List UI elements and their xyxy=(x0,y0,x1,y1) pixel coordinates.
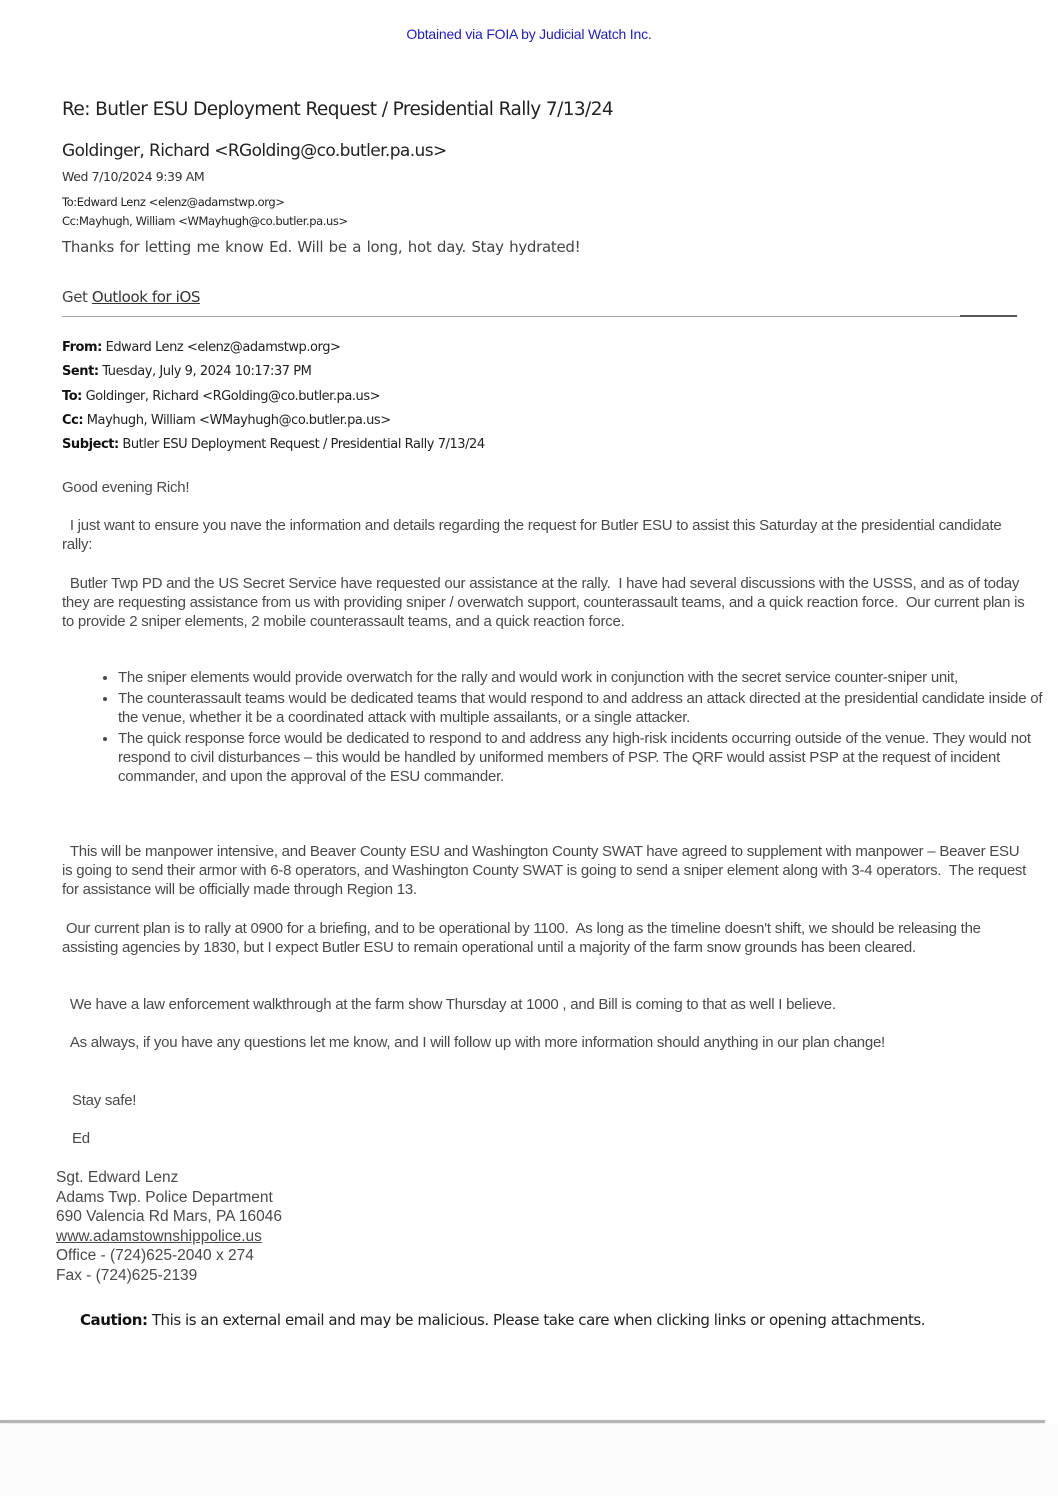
bullet-item-sniper: • The sniper elements would provide overwatch for the rally and would work in conjunction with the secret service counter-sniper unit, xyxy=(118,668,1048,687)
reply-body: Thanks for letting me know Ed. Will be a long, hot day. Stay hydrated! xyxy=(62,238,581,256)
header-to-value: Goldinger, Richard <RGolding@co.butler.pa.us> xyxy=(81,389,381,404)
header-from xyxy=(62,340,340,355)
reply-sender: Goldinger, Richard <RGolding@co.butler.pa.us> xyxy=(62,141,447,161)
signature-fax: Fax - (724)625-2139 xyxy=(56,1266,198,1284)
get-outlook-prefix: Get xyxy=(62,288,92,306)
signature-website-link[interactable]: www.adamstownshippolice.us xyxy=(56,1227,262,1245)
signature-block xyxy=(56,1168,282,1285)
bullet-list xyxy=(100,668,1048,788)
header-cc-label: Cc: xyxy=(62,413,84,428)
signature-department: Adams Twp. Police Department xyxy=(56,1188,273,1206)
header-subject-label: Subject: xyxy=(62,437,119,452)
signature-address: 690 Valencia Rd Mars, PA 16046 xyxy=(56,1208,283,1225)
greeting: Good evening Rich! xyxy=(62,479,190,496)
get-outlook-line xyxy=(62,288,200,306)
foia-watermark: Obtained via FOIA by Judicial Watch Inc. xyxy=(406,26,652,42)
body-paragraph-walkthrough: We have a law enforcement walkthrough at the farm show Thursday at 1000 , and Bill is coming to that as well I believe. xyxy=(62,996,836,1013)
header-subject xyxy=(62,437,485,452)
caution-text: This is an external email and may be malicious. Please take care when clicking links or opening attachments. xyxy=(147,1311,926,1329)
page-bottom-area xyxy=(0,1424,1058,1496)
quoted-divider-end xyxy=(960,315,1017,317)
sign-name: Ed xyxy=(72,1130,90,1147)
reply-to-line: To:Edward Lenz <elenz@adamstwp.org> xyxy=(62,195,285,209)
header-from-label: From: xyxy=(62,340,102,355)
signature-name: Sgt. Edward Lenz xyxy=(56,1169,179,1186)
body-paragraph-manpower: This will be manpower intensive, and Beaver County ESU and Washington County SWAT have agreed to supplement with manpower – Beaver ESU is going to send their armor with 6-8 operators, and Washington County SWAT is going to send a sniper element along with 3-4 operators. The request for assistance will be officially made through Region 13. xyxy=(62,843,1031,898)
caution-banner xyxy=(80,1311,925,1329)
caution-label: Caution: xyxy=(80,1311,148,1329)
header-cc-value: Mayhugh, William <WMayhugh@co.butler.pa.us> xyxy=(83,413,391,428)
body-paragraph-questions: As always, if you have any questions let me know, and I will follow up with more information should anything in our plan change! xyxy=(62,1034,885,1051)
header-sent-label: Sent: xyxy=(62,364,99,379)
body-paragraph-1: I just want to ensure you nave the information and details regarding the request for Butler ESU to assist this Saturday at the presidential candidate rally: xyxy=(62,517,1006,553)
body-paragraph-timeline: Our current plan is to rally at 0900 for a briefing, and to be operational by 1100. As long as the timeline doesn't shift, we should be releasing the assisting agencies by 1830, but I expect Butler ESU to remain operational until a majority of the farm snow grounds has been cleared. xyxy=(62,920,985,956)
reply-cc-line: Cc:Mayhugh, William <WMayhugh@co.butler.pa.us> xyxy=(62,214,348,228)
body-paragraph-2: Butler Twp PD and the US Secret Service have requested our assistance at the rally. I have had several discussions with the USSS, and as of today they are requesting assistance from us with providing sniper / overwatch support, counterassault teams, and a quick reaction force. Our current plan is to provide 2 sniper elements, 2 mobile counterassault teams, and a quick reaction force. xyxy=(62,575,1029,630)
signature-office-phone: Office - (724)625-2040 x 274 xyxy=(56,1247,254,1264)
quoted-divider xyxy=(62,316,1017,317)
header-cc xyxy=(62,413,391,428)
bullet-item-counterassault: • The counterassault teams would be dedicated teams that would respond to and address an attack directed at the presidential candidate inside of the venue, whether it be a coordinated attack with multiple assailants, or a single attacker. xyxy=(118,689,1048,727)
header-sent xyxy=(62,364,311,379)
header-to-label: To: xyxy=(62,389,82,404)
closing: Stay safe! xyxy=(72,1092,137,1109)
bullet-item-qrf: • The quick response force would be dedicated to respond to and address any high-risk incidents occurring outside of the venue. They would not respond to civil disturbances – this would be handled by uniformed members of PSP. The QRF would assist PSP at the request of incident commander, and upon the approval of the ESU commander. xyxy=(118,729,1048,786)
page-bottom-divider xyxy=(0,1420,1045,1423)
outlook-for-ios-link[interactable]: Outlook for iOS xyxy=(91,288,200,306)
header-sent-value: Tuesday, July 9, 2024 10:17:37 PM xyxy=(98,364,312,379)
header-from-value: Edward Lenz <elenz@adamstwp.org> xyxy=(101,340,341,355)
email-subject-title: Re: Butler ESU Deployment Request / Presidential Rally 7/13/24 xyxy=(62,99,614,120)
reply-date: Wed 7/10/2024 9:39 AM xyxy=(62,169,205,184)
header-to xyxy=(62,389,380,404)
header-subject-value: Butler ESU Deployment Request / Presidential Rally 7/13/24 xyxy=(118,437,485,452)
